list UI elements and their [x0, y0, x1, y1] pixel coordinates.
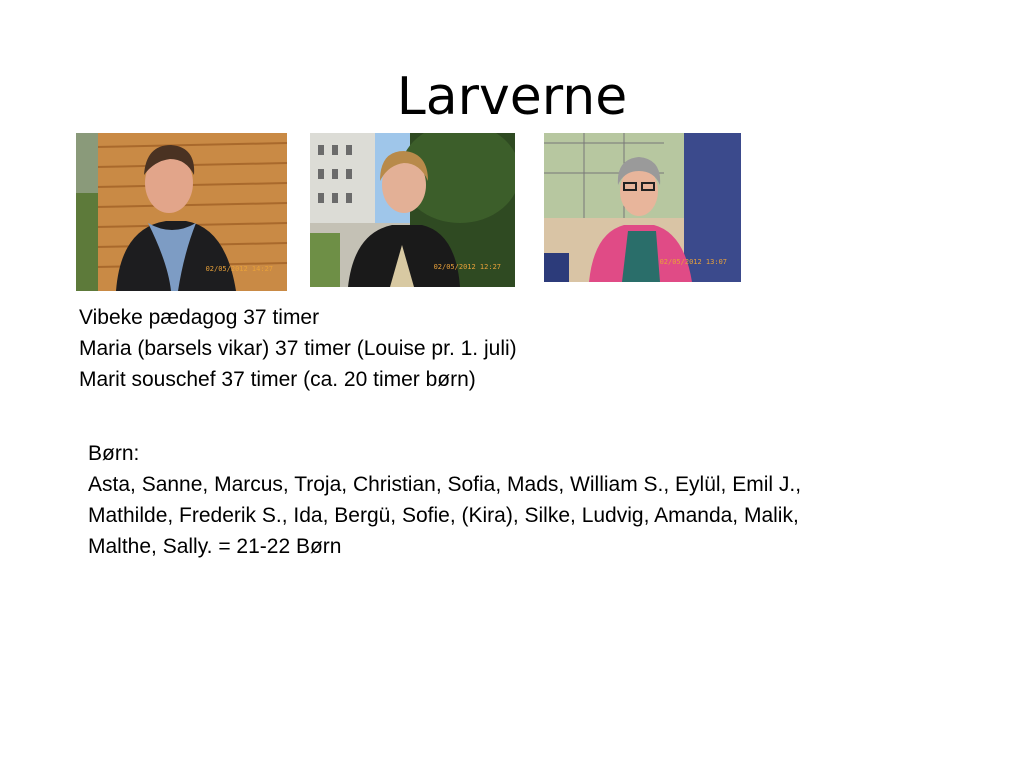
staff-line-marit: Marit souschef 37 timer (ca. 20 timer børn): [79, 368, 476, 391]
children-line: Malthe, Sally. = 21-22 Børn: [88, 535, 342, 558]
photo-vibeke: [76, 133, 287, 291]
staff-list: [79, 302, 517, 395]
photo-date-stamp: 02/05/2012 14:27: [205, 265, 273, 273]
staff-line-vibeke: Vibeke pædagog 37 timer: [79, 306, 320, 329]
slide-title: Larverne: [396, 67, 628, 127]
children-heading: Børn:: [88, 442, 140, 465]
children-list: [88, 438, 908, 562]
children-line: Mathilde, Frederik S., Ida, Bergü, Sofie, (Kira), Silke, Ludvig, Amanda, Malik,: [88, 504, 799, 527]
photo-date-stamp: 02/05/2012 13:07: [659, 258, 727, 266]
photo-date-stamp: 02/05/2012 12:27: [433, 263, 501, 271]
photo-marit: [544, 133, 741, 282]
children-line: Asta, Sanne, Marcus, Troja, Christian, Sofia, Mads, William S., Eylül, Emil J.,: [88, 473, 802, 496]
staff-line-maria: Maria (barsels vikar) 37 timer (Louise pr. 1. juli): [79, 337, 517, 360]
photo-maria: [310, 133, 515, 287]
